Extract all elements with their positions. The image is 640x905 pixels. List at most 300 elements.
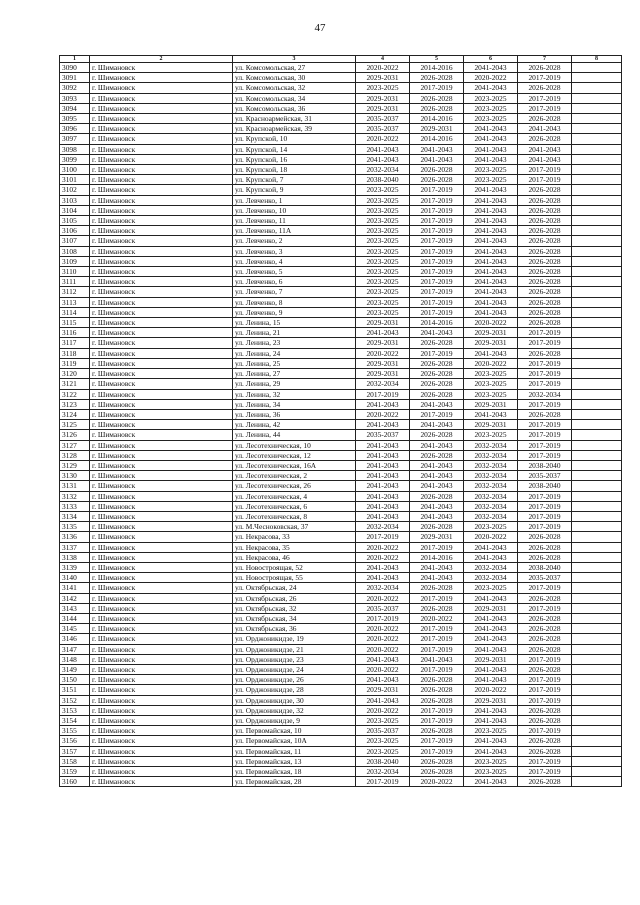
period-col-4: 2041-2043: [356, 481, 410, 491]
period-col-7: 2026-2028: [518, 83, 572, 93]
period-col-6: 2041-2043: [464, 63, 518, 73]
period-col-7: 2017-2019: [518, 165, 572, 175]
settlement: г. Шимановск: [90, 379, 233, 389]
period-col-6: 2023-2025: [464, 583, 518, 593]
table-row: [60, 93, 622, 103]
period-col-6: 2029-2031: [464, 695, 518, 705]
period-col-6: 2023-2025: [464, 369, 518, 379]
note-cell: [572, 501, 622, 511]
table-row: [60, 532, 622, 542]
period-col-4: 2041-2043: [356, 695, 410, 705]
period-col-5: 2017-2019: [410, 716, 464, 726]
period-col-5: 2026-2028: [410, 379, 464, 389]
record-number: 3157: [60, 746, 90, 756]
period-col-5: 2026-2028: [410, 756, 464, 766]
period-col-6: 2023-2025: [464, 93, 518, 103]
period-col-4: 2023-2025: [356, 205, 410, 215]
period-col-6: 2023-2025: [464, 379, 518, 389]
settlement: г. Шимановск: [90, 369, 233, 379]
record-number: 3134: [60, 511, 90, 521]
record-number: 3133: [60, 501, 90, 511]
period-col-5: 2026-2028: [410, 695, 464, 705]
address: ул. Орджоникидзе, 26: [233, 675, 356, 685]
settlement: г. Шимановск: [90, 644, 233, 654]
record-number: 3131: [60, 481, 90, 491]
record-number: 3091: [60, 73, 90, 83]
note-cell: [572, 389, 622, 399]
period-col-5: 2026-2028: [410, 430, 464, 440]
record-number: 3096: [60, 124, 90, 134]
period-col-5: 2026-2028: [410, 675, 464, 685]
note-cell: [572, 542, 622, 552]
settlement: г. Шимановск: [90, 328, 233, 338]
record-number: 3132: [60, 491, 90, 501]
address: ул. Лесотехническая, 6: [233, 501, 356, 511]
period-col-5: 2017-2019: [410, 634, 464, 644]
period-col-6: 2041-2043: [464, 542, 518, 552]
table-row: [60, 501, 622, 511]
settlement: г. Шимановск: [90, 103, 233, 113]
table-row: [60, 593, 622, 603]
period-col-6: 2041-2043: [464, 624, 518, 634]
period-col-5: 2017-2019: [410, 409, 464, 419]
period-col-5: 2026-2028: [410, 583, 464, 593]
page-number: 47: [314, 22, 326, 34]
table-row: [60, 481, 622, 491]
period-col-4: 2041-2043: [356, 562, 410, 572]
period-col-7: 2017-2019: [518, 440, 572, 450]
period-col-4: 2020-2022: [356, 552, 410, 562]
period-col-4: 2020-2022: [356, 644, 410, 654]
period-col-6: 2041-2043: [464, 664, 518, 674]
note-cell: [572, 756, 622, 766]
settlement: г. Шимановск: [90, 603, 233, 613]
period-col-6: 2041-2043: [464, 644, 518, 654]
settlement: г. Шимановск: [90, 440, 233, 450]
period-col-4: 2017-2019: [356, 389, 410, 399]
period-col-6: 2041-2043: [464, 348, 518, 358]
address: ул. Некрасова, 35: [233, 542, 356, 552]
note-cell: [572, 664, 622, 674]
note-cell: [572, 358, 622, 368]
period-col-5: 2026-2028: [410, 165, 464, 175]
period-col-4: 2020-2022: [356, 63, 410, 73]
table-row: [60, 114, 622, 124]
period-col-7: 2017-2019: [518, 654, 572, 664]
table-row: [60, 522, 622, 532]
address: ул. Ленина, 32: [233, 389, 356, 399]
record-number: 3107: [60, 236, 90, 246]
period-col-6: 2041-2043: [464, 746, 518, 756]
period-col-4: 2041-2043: [356, 471, 410, 481]
period-col-4: 2035-2037: [356, 114, 410, 124]
record-number: 3118: [60, 348, 90, 358]
period-col-4: 2023-2025: [356, 256, 410, 266]
record-number: 3147: [60, 644, 90, 654]
period-col-5: 2017-2019: [410, 256, 464, 266]
settlement: г. Шимановск: [90, 226, 233, 236]
settlement: г. Шимановск: [90, 236, 233, 246]
header-row: [60, 56, 622, 63]
period-col-4: 2032-2034: [356, 583, 410, 593]
table-row: [60, 175, 622, 185]
period-col-7: 2017-2019: [518, 511, 572, 521]
period-col-5: 2017-2019: [410, 205, 464, 215]
settlement: г. Шимановск: [90, 450, 233, 460]
period-col-6: 2032-2034: [464, 481, 518, 491]
record-number: 3109: [60, 256, 90, 266]
period-col-6: 2041-2043: [464, 777, 518, 787]
period-col-6: 2029-2031: [464, 603, 518, 613]
record-number: 3119: [60, 358, 90, 368]
table-row: [60, 389, 622, 399]
period-col-6: 2041-2043: [464, 277, 518, 287]
period-col-7: 2026-2028: [518, 634, 572, 644]
note-cell: [572, 297, 622, 307]
period-col-5: 2017-2019: [410, 624, 464, 634]
table-row: [60, 399, 622, 409]
address: ул. Ленина, 15: [233, 318, 356, 328]
settlement: г. Шимановск: [90, 287, 233, 297]
address: ул. Орджоникидзе, 23: [233, 654, 356, 664]
note-cell: [572, 746, 622, 756]
note-cell: [572, 583, 622, 593]
period-col-6: 2032-2034: [464, 562, 518, 572]
address: ул. Крупской, 9: [233, 185, 356, 195]
period-col-7: 2026-2028: [518, 777, 572, 787]
period-col-6: 2041-2043: [464, 226, 518, 236]
address: ул. Орджоникидзе, 28: [233, 685, 356, 695]
settlement: г. Шимановск: [90, 460, 233, 470]
column-header-4: 4: [356, 56, 410, 63]
note-cell: [572, 236, 622, 246]
period-col-7: 2017-2019: [518, 583, 572, 593]
period-col-7: 2017-2019: [518, 103, 572, 113]
period-col-6: 2041-2043: [464, 675, 518, 685]
address: ул. Левченко, 2: [233, 236, 356, 246]
period-col-4: 2041-2043: [356, 460, 410, 470]
note-cell: [572, 726, 622, 736]
address: ул. Левченко, 6: [233, 277, 356, 287]
settlement: г. Шимановск: [90, 277, 233, 287]
period-col-7: 2017-2019: [518, 338, 572, 348]
record-number: 3126: [60, 430, 90, 440]
column-header-3: 3: [233, 56, 356, 63]
settlement: г. Шимановск: [90, 409, 233, 419]
period-col-4: 2029-2031: [356, 318, 410, 328]
settlement: г. Шимановск: [90, 63, 233, 73]
period-col-5: 2014-2016: [410, 114, 464, 124]
period-col-4: 2041-2043: [356, 420, 410, 430]
settlement: г. Шимановск: [90, 777, 233, 787]
period-col-7: 2026-2028: [518, 307, 572, 317]
period-col-7: 2026-2028: [518, 664, 572, 674]
period-col-4: 2041-2043: [356, 328, 410, 338]
period-col-5: 2026-2028: [410, 450, 464, 460]
note-cell: [572, 307, 622, 317]
period-col-5: 2041-2043: [410, 440, 464, 450]
settlement: г. Шимановск: [90, 134, 233, 144]
settlement: г. Шимановск: [90, 552, 233, 562]
record-number: 3130: [60, 471, 90, 481]
period-col-6: 2032-2034: [464, 471, 518, 481]
note-cell: [572, 593, 622, 603]
address: ул. Ленина, 25: [233, 358, 356, 368]
table-row: [60, 267, 622, 277]
period-col-4: 2032-2034: [356, 165, 410, 175]
address: ул. Новостроящая, 52: [233, 562, 356, 572]
period-col-6: 2041-2043: [464, 205, 518, 215]
record-number: 3153: [60, 705, 90, 715]
settlement: г. Шимановск: [90, 481, 233, 491]
table-row: [60, 460, 622, 470]
period-col-6: 2029-2031: [464, 338, 518, 348]
settlement: г. Шимановск: [90, 399, 233, 409]
table-row: [60, 583, 622, 593]
table-row: [60, 154, 622, 164]
record-number: 3151: [60, 685, 90, 695]
period-col-7: 2017-2019: [518, 501, 572, 511]
settlement: г. Шимановск: [90, 175, 233, 185]
period-col-4: 2017-2019: [356, 777, 410, 787]
note-cell: [572, 562, 622, 572]
period-col-7: 2026-2028: [518, 644, 572, 654]
period-col-6: 2032-2034: [464, 573, 518, 583]
period-col-5: 2041-2043: [410, 654, 464, 664]
note-cell: [572, 256, 622, 266]
address: ул. Орджоникидзе, 9: [233, 716, 356, 726]
period-col-5: 2026-2028: [410, 103, 464, 113]
period-col-6: 2032-2034: [464, 450, 518, 460]
period-col-7: 2032-2034: [518, 389, 572, 399]
settlement: г. Шимановск: [90, 736, 233, 746]
address: ул. Комсомольская, 36: [233, 103, 356, 113]
address: ул. Крупской, 10: [233, 134, 356, 144]
period-col-5: 2026-2028: [410, 522, 464, 532]
period-col-4: 2023-2025: [356, 83, 410, 93]
period-col-7: 2026-2028: [518, 185, 572, 195]
table-header: [60, 56, 622, 63]
period-col-4: 2035-2037: [356, 124, 410, 134]
record-number: 3125: [60, 420, 90, 430]
table-row: [60, 613, 622, 623]
table-row: [60, 573, 622, 583]
period-col-6: 2020-2022: [464, 73, 518, 83]
table-row: [60, 716, 622, 726]
period-col-4: 2041-2043: [356, 675, 410, 685]
period-col-7: 2017-2019: [518, 695, 572, 705]
record-number: 3129: [60, 460, 90, 470]
period-col-5: 2020-2022: [410, 613, 464, 623]
settlement: г. Шимановск: [90, 338, 233, 348]
record-number: 3106: [60, 226, 90, 236]
period-col-6: 2020-2022: [464, 532, 518, 542]
record-number: 3155: [60, 726, 90, 736]
period-col-5: 2014-2016: [410, 318, 464, 328]
settlement: г. Шимановск: [90, 246, 233, 256]
note-cell: [572, 63, 622, 73]
settlement: г. Шимановск: [90, 348, 233, 358]
note-cell: [572, 175, 622, 185]
table-row: [60, 144, 622, 154]
note-cell: [572, 338, 622, 348]
address: ул. Некрасова, 46: [233, 552, 356, 562]
table-row: [60, 307, 622, 317]
period-col-5: 2017-2019: [410, 705, 464, 715]
period-col-5: 2041-2043: [410, 328, 464, 338]
table-row: [60, 369, 622, 379]
period-col-5: 2017-2019: [410, 216, 464, 226]
settlement: г. Шимановск: [90, 358, 233, 368]
record-number: 3105: [60, 216, 90, 226]
note-cell: [572, 246, 622, 256]
address: ул. Первомайская, 28: [233, 777, 356, 787]
record-number: 3127: [60, 440, 90, 450]
settlement: г. Шимановск: [90, 767, 233, 777]
period-col-6: 2041-2043: [464, 716, 518, 726]
address: ул. Крупской, 14: [233, 144, 356, 154]
period-col-5: 2017-2019: [410, 226, 464, 236]
settlement: г. Шимановск: [90, 93, 233, 103]
period-col-4: 2020-2022: [356, 664, 410, 674]
period-col-5: 2041-2043: [410, 573, 464, 583]
settlement: г. Шимановск: [90, 491, 233, 501]
period-col-7: 2026-2028: [518, 716, 572, 726]
period-col-6: 2041-2043: [464, 287, 518, 297]
period-col-5: 2041-2043: [410, 399, 464, 409]
address: ул. Первомайская, 11: [233, 746, 356, 756]
column-header-2: 2: [90, 56, 233, 63]
address: ул. Лесотехническая, 12: [233, 450, 356, 460]
period-col-5: 2017-2019: [410, 644, 464, 654]
table-row: [60, 664, 622, 674]
period-col-6: 2023-2025: [464, 114, 518, 124]
table-row: [60, 216, 622, 226]
period-col-7: 2017-2019: [518, 358, 572, 368]
period-col-7: 2038-2040: [518, 562, 572, 572]
period-col-6: 2041-2043: [464, 195, 518, 205]
period-col-4: 2029-2031: [356, 73, 410, 83]
settlement: г. Шимановск: [90, 430, 233, 440]
period-col-6: 2032-2034: [464, 440, 518, 450]
note-cell: [572, 491, 622, 501]
table-row: [60, 756, 622, 766]
note-cell: [572, 73, 622, 83]
address: ул. Орджоникидзе, 19: [233, 634, 356, 644]
table-row: [60, 695, 622, 705]
period-col-7: 2026-2028: [518, 256, 572, 266]
period-col-5: 2029-2031: [410, 124, 464, 134]
note-cell: [572, 379, 622, 389]
period-col-6: 2020-2022: [464, 685, 518, 695]
note-cell: [572, 675, 622, 685]
period-col-4: 2029-2031: [356, 103, 410, 113]
note-cell: [572, 522, 622, 532]
table-row: [60, 83, 622, 93]
column-header-5: 5: [410, 56, 464, 63]
period-col-7: 2017-2019: [518, 379, 572, 389]
note-cell: [572, 277, 622, 287]
settlement: г. Шимановск: [90, 685, 233, 695]
note-cell: [572, 767, 622, 777]
record-number: 3154: [60, 716, 90, 726]
note-cell: [572, 481, 622, 491]
table-row: [60, 134, 622, 144]
period-col-5: 2041-2043: [410, 460, 464, 470]
period-col-4: 2020-2022: [356, 348, 410, 358]
settlement: г. Шимановск: [90, 297, 233, 307]
address: ул. Левченко, 11: [233, 216, 356, 226]
record-number: 3140: [60, 573, 90, 583]
period-col-4: 2038-2040: [356, 175, 410, 185]
note-cell: [572, 511, 622, 521]
period-col-4: 2023-2025: [356, 277, 410, 287]
settlement: г. Шимановск: [90, 501, 233, 511]
address: ул. Ленина, 36: [233, 409, 356, 419]
address: ул. Лесотехническая, 26: [233, 481, 356, 491]
record-number: 3120: [60, 369, 90, 379]
period-col-5: 2020-2022: [410, 777, 464, 787]
period-col-5: 2041-2043: [410, 562, 464, 572]
address: ул. Орджоникидзе, 32: [233, 705, 356, 715]
period-col-7: 2041-2043: [518, 144, 572, 154]
period-col-7: 2035-2037: [518, 471, 572, 481]
record-number: 3117: [60, 338, 90, 348]
table-row: [60, 236, 622, 246]
register-table: [59, 55, 622, 787]
period-col-7: 2026-2028: [518, 532, 572, 542]
period-col-6: 2023-2025: [464, 175, 518, 185]
record-number: 3093: [60, 93, 90, 103]
period-col-6: 2032-2034: [464, 460, 518, 470]
address: ул. Первомайская, 10: [233, 726, 356, 736]
period-col-6: 2041-2043: [464, 267, 518, 277]
column-header-7: 7: [518, 56, 572, 63]
table-row: [60, 511, 622, 521]
table-row: [60, 675, 622, 685]
note-cell: [572, 154, 622, 164]
period-col-6: 2041-2043: [464, 552, 518, 562]
table-row: [60, 348, 622, 358]
note-cell: [572, 267, 622, 277]
table-row: [60, 746, 622, 756]
note-cell: [572, 644, 622, 654]
settlement: г. Шимановск: [90, 165, 233, 175]
period-col-5: 2026-2028: [410, 726, 464, 736]
period-col-5: 2041-2043: [410, 511, 464, 521]
period-col-4: 2023-2025: [356, 746, 410, 756]
period-col-4: 2023-2025: [356, 297, 410, 307]
period-col-7: 2026-2028: [518, 287, 572, 297]
note-cell: [572, 450, 622, 460]
period-col-5: 2026-2028: [410, 338, 464, 348]
note-cell: [572, 573, 622, 583]
period-col-5: 2017-2019: [410, 307, 464, 317]
period-col-4: 2038-2040: [356, 756, 410, 766]
note-cell: [572, 369, 622, 379]
record-number: 3141: [60, 583, 90, 593]
period-col-6: 2023-2025: [464, 726, 518, 736]
table-row: [60, 685, 622, 695]
period-col-4: 2041-2043: [356, 501, 410, 511]
period-col-7: 2026-2028: [518, 114, 572, 124]
period-col-5: 2026-2028: [410, 767, 464, 777]
note-cell: [572, 144, 622, 154]
period-col-4: 2023-2025: [356, 246, 410, 256]
table-row: [60, 318, 622, 328]
table-row: [60, 124, 622, 134]
note-cell: [572, 287, 622, 297]
